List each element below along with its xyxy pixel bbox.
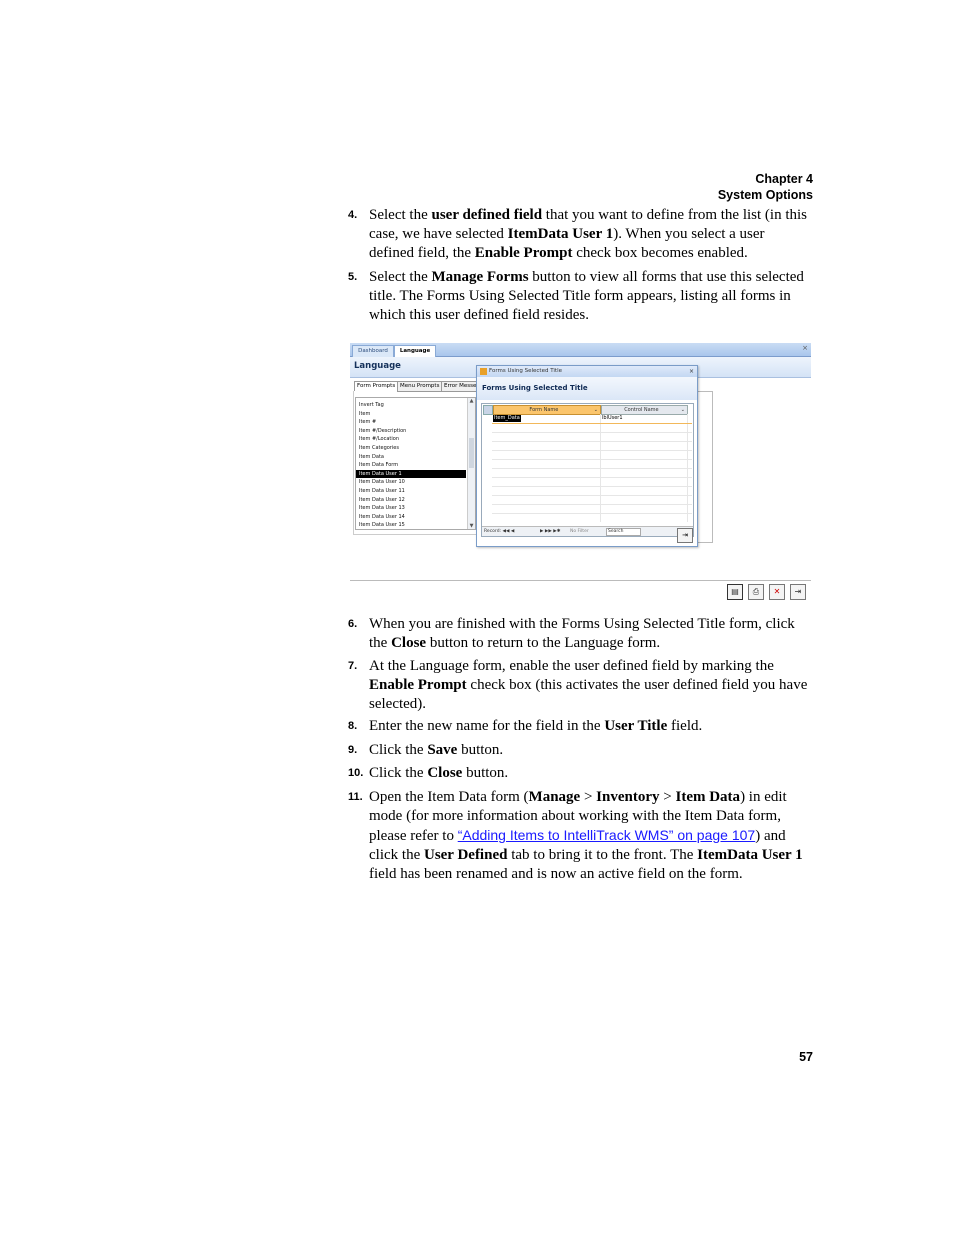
delete-button[interactable]	[769, 584, 785, 600]
list-item[interactable]: Item Data Form	[359, 462, 399, 469]
dialog-header	[477, 377, 697, 400]
step-number: 11.	[348, 791, 363, 803]
step-10	[348, 764, 813, 783]
step-6	[348, 615, 813, 653]
delete-icon: ✕	[773, 587, 781, 596]
column-header-control-name[interactable]: Control Name ⌄	[601, 405, 688, 415]
step-number: 8.	[348, 720, 358, 732]
step-text: Select the Manage Forms button to view all forms that use this selected title. The Forms Using Selected Title form appears, listing all forms in which this user defined field resides.	[369, 269, 804, 323]
tab-menu-prompts[interactable]: Menu Prompts	[397, 381, 442, 392]
scroll-up-icon[interactable]: ▲	[469, 398, 474, 404]
record-nav-next[interactable]: ▶ ▶▶ ▶✱	[540, 529, 561, 534]
step-8	[348, 717, 813, 736]
step-number: 6.	[348, 618, 358, 630]
record-navigator	[482, 526, 693, 536]
manage-forms-icon: ▤	[731, 587, 739, 596]
step-7	[348, 657, 813, 714]
list-item[interactable]: Item #/Location	[359, 436, 399, 443]
step-number: 7.	[348, 660, 358, 672]
step-9	[348, 741, 813, 760]
list-item-selected[interactable]: Item Data User 1	[356, 470, 466, 479]
tab-language[interactable]: Language	[394, 345, 436, 357]
step-number: 9.	[348, 744, 358, 756]
list-item[interactable]: Invert Tag	[359, 402, 384, 408]
chevron-down-icon: ⌄	[593, 407, 598, 413]
document-tab-bar	[350, 343, 811, 357]
close-button[interactable]	[677, 528, 693, 543]
list-item[interactable]: Item Data User 12	[359, 496, 405, 503]
column-header-form-name[interactable]: Form Name ⌄	[493, 405, 601, 415]
chevron-down-icon: ⌄	[680, 407, 685, 413]
close-icon[interactable]: ×	[688, 368, 694, 375]
step-text: At the Language form, enable the user defined field by marking the Enable Prompt check box (this activates the user defined field you have selected).	[369, 658, 808, 712]
list-item[interactable]: Item Data User 11	[359, 487, 405, 494]
divider	[350, 580, 811, 581]
tab-dashboard[interactable]: Dashboard	[352, 345, 394, 357]
cross-reference-link[interactable]: “Adding Items to IntelliTrack WMS” on page 107	[457, 827, 756, 843]
step-text: Enter the new name for the field in the User Title field.	[369, 718, 703, 734]
close-icon: ⇥	[794, 587, 802, 596]
language-form-screenshot	[350, 343, 811, 605]
step-text: Open the Item Data form (Manage > Inventory > Item Data) in edit mode (for more information about working with the Item Data form, please refer to “Adding Items to IntelliTrack WMS” on page 107) and click the User Defined tab to bring it to the front. The ItemData User 1 field has been renamed and is now an active field on the form.	[369, 789, 803, 882]
no-filter-button[interactable]: No Filter	[570, 529, 589, 534]
dialog-titlebar	[477, 366, 697, 377]
scroll-thumb[interactable]	[469, 438, 474, 468]
list-item[interactable]: Item Data	[359, 453, 384, 460]
list-item[interactable]: Item	[359, 410, 371, 417]
list-item[interactable]: Item Data User 13	[359, 505, 405, 512]
save-button[interactable]	[748, 584, 764, 600]
step-number: 10.	[348, 767, 364, 779]
cell-control-name[interactable]: lblUser1	[602, 415, 623, 421]
prompt-list[interactable]	[355, 397, 476, 530]
list-item[interactable]: Item #/Description	[359, 427, 407, 434]
search-input[interactable]: Search	[606, 528, 641, 536]
page-number: 57	[799, 1050, 813, 1064]
cell-form-name[interactable]: Item_Data	[494, 415, 520, 421]
exit-icon: ⇥	[682, 531, 688, 539]
dialog-heading: Forms Using Selected Title	[482, 384, 588, 392]
list-item[interactable]: Item Data User 15	[359, 522, 405, 529]
step-text: When you are finished with the Forms Using Selected Title form, click the Close button to return to the Language form.	[369, 616, 795, 651]
record-nav-first[interactable]: Record: ◀◀ ◀	[484, 529, 515, 534]
tab-form-prompts[interactable]: Form Prompts	[354, 381, 398, 391]
list-item[interactable]: Item #	[359, 419, 377, 426]
dialog-window-title: Forms Using Selected Title	[489, 368, 562, 374]
step-text: Select the user defined field that you want to define from the list (in this case, we have selected ItemData User 1). When you select a user defined field, the Enable Prompt check box becomes enabled.	[369, 207, 808, 261]
section-label: System Options	[717, 188, 813, 202]
close-icon[interactable]: ×	[802, 344, 808, 352]
form-title: Language	[354, 361, 401, 371]
list-item[interactable]: Item Categories	[359, 444, 399, 451]
select-all-cell[interactable]	[483, 405, 493, 415]
list-item[interactable]: Item Data User 10	[359, 479, 405, 486]
list-scrollbar[interactable]	[467, 398, 475, 529]
step-text: Click the Save button.	[369, 742, 504, 758]
step-11	[348, 788, 813, 884]
close-form-button[interactable]	[790, 584, 806, 600]
step-number: 4.	[348, 209, 358, 221]
forms-grid	[481, 403, 694, 537]
tab-error-messages[interactable]: Error Messe	[441, 381, 479, 392]
manage-forms-button[interactable]	[727, 584, 743, 600]
step-5	[348, 268, 813, 325]
chapter-header	[718, 171, 813, 203]
step-4	[348, 206, 813, 263]
step-number: 5.	[348, 271, 358, 283]
list-item[interactable]: Item Data User 14	[359, 513, 405, 520]
form-icon	[480, 368, 487, 375]
scroll-down-icon[interactable]: ▼	[469, 523, 474, 529]
save-icon: ⎙	[752, 587, 760, 596]
forms-using-selected-title-dialog	[476, 365, 698, 547]
step-text: Click the Close button.	[369, 765, 509, 781]
chapter-label: Chapter 4	[755, 172, 813, 186]
